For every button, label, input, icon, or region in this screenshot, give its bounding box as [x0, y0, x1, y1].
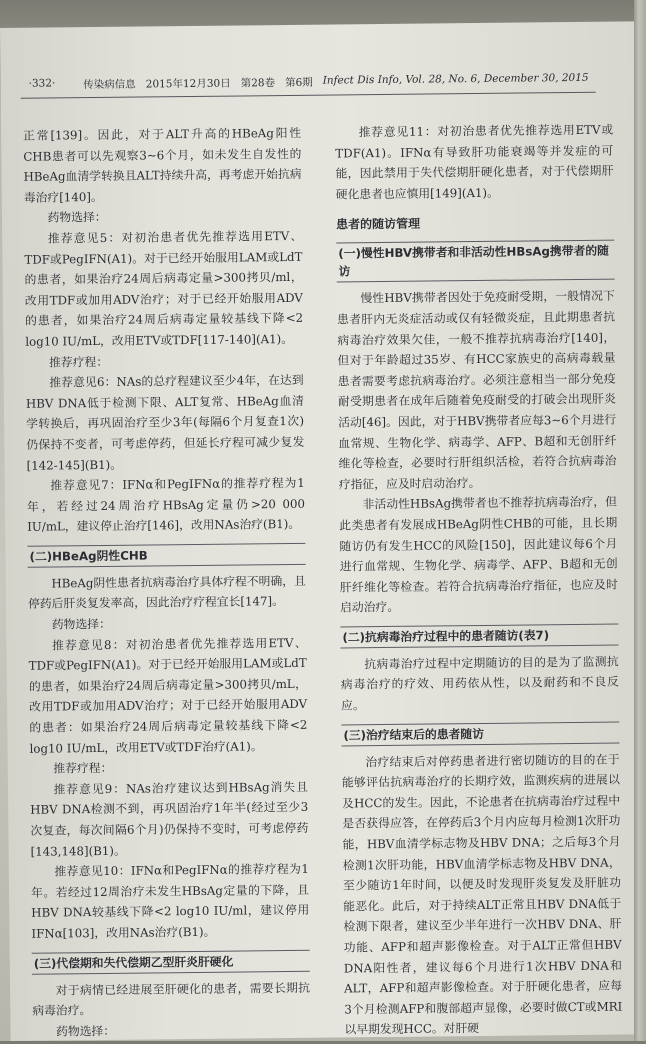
section-heading-after-treatment: (三)治疗结束后的患者随访 — [341, 721, 619, 746]
page-number: ·332· — [28, 77, 56, 90]
section-heading-carriers: (一)慢性HBV携带者和非活动性HBsAg携带者的随访 — [336, 240, 614, 283]
paragraph: 慢性HBV携带者因处于免疫耐受期，一般情况下患者肝内无炎症活动或仅有轻微炎症，且此期患者抗病毒治疗效果欠佳，一般不推荐抗病毒治疗[140]，但对于年龄超过35岁、有HCC家族史的高病毒载量患者需要考虑抗病毒治疗。必须注意相当一部分免疫耐受期患者在成年后随着免疫耐受的打破会出现肝炎活动[46]。因此，对于HBV携带者应每3~6个月进行血常规、生物化学、病毒学、AFP、B超和无创肝纤维化等检查，必要时行肝组织活检，若符合抗病毒治疗指征，应及时启动治疗。 — [336, 288, 617, 492]
recommendation-6: 推荐意见6：NAs的总疗程建议至少4年，在达到HBV DNA低于检测下限、ALT复常、HBeAg血清学转换后，再巩固治疗至少3年(每隔6个月复查1次)仍保持不变者，可考虑停药，但延长疗程可减少复发[142-145](B1)。 — [25, 372, 305, 473]
issue: 第6期 — [284, 76, 313, 90]
recommendation-11: 推荐意见11：对初治患者优先推荐选用ETV或TDF(A1)。IFNα有导致肝功能衰竭等并发症的可能，因此禁用于失代偿期肝硬化患者，对于代偿期肝硬化患者也应慎用[149](A1)。 — [335, 122, 614, 202]
recommendation-10: 推荐意见10：IFNα和PegIFNα的推荐疗程为1年。若经过12周治疗未发生HBsAg定量的下降，且HBV DNA较基线下降<2 log10 IU/ml，建议停用IFNα[103]，改用NAs治疗(B1)。 — [30, 862, 310, 941]
paragraph: 抗病毒治疗过程中定期随访的目的是为了监测抗病毒治疗的疗效、用药依从性，以及耐药和不良反应。 — [340, 654, 619, 713]
paragraph: 治疗结束后对停药患者进行密切随访的目的在于能够评估抗病毒治疗的长期疗效，监测疾病的进展以及HCC的发生。因此，不论患者在抗病毒治疗过程中是否获得应答，在停药后3个月内应每月检测1次肝功能，HBV血清学标志物及HBV DNA；之后每3个月检测1次肝功能，HBV血清学标志物及HBV DNA，至少随访1年时间，以便及时发现肝炎复发及肝脏功能恶化。此后，对于持续ALT正常且HBV DNA低于检测下限者，建议至少半年进行一次HBV DNA、肝功能、AFP和超声影像检查。对于ALT正常但HBV DNA阳性者，建议每6个月进行1次HBV DNA和ALT，AFP和超声影像检查。对于肝硬化患者，应每3个月检测AFP和腹部超声显像，必要时做CT或MRI以早期发现HCC。对肝硬 — [341, 752, 623, 1037]
paragraph: 对于病情已经进展至肝硬化的患者，需要长期抗病毒治疗。 — [32, 980, 311, 1018]
section-heading-hbeag-negative: (二)HBeAg阴性CHB — [27, 543, 305, 568]
header-rule — [21, 92, 596, 99]
paragraph: 正常[139]。因此，对于ALT升高的HBeAg阳性CHB患者可以先观察3~6个月，如未发生自发性的HBeAg血清学转换且ALT持续升高，再考虑开始抗病毒治疗[140]。 — [23, 125, 302, 205]
section-heading-cirrhosis: (三)代偿期和失代偿期乙型肝炎肝硬化 — [32, 949, 310, 974]
drug-selection-label: 药物选择： — [47, 210, 107, 225]
section-title-followup: 患者的随访管理 — [336, 216, 421, 232]
course-label: 推荐疗程： — [53, 761, 113, 776]
journal-page — [0, 21, 645, 1041]
issue-date: 2015年12月30日 — [145, 77, 231, 91]
drug-selection-label: 药物选择： — [56, 1023, 116, 1039]
course-label: 推荐疗程： — [49, 354, 109, 370]
drug-selection-label: 药物选择： — [51, 616, 111, 632]
section-heading-during-treatment: (二)抗病毒治疗过程中的患者随访(表7) — [340, 623, 618, 648]
right-column — [335, 120, 623, 1041]
page-stack-edge — [634, 0, 646, 1041]
recommendation-9: 推荐意见9：NAs治疗建议达到HBsAg消失且HBV DNA检测不到，再巩固治疗1年半(经过至少3次复查，每次间隔6个月)仍保持不变时，可考虑停药[143,148](B1)。 — [30, 779, 309, 859]
volume: 第28卷 — [240, 77, 276, 90]
journal-name: 传染病信息 — [83, 78, 136, 92]
citation-en: Infect Dis Info, Vol. 28, No. 6, December 30, 2015 — [322, 71, 589, 87]
paragraph: HBeAg阴性患者抗病毒治疗具体疗程不明确，且停药后肝炎复发率高，因此治疗疗程宜长[147]。 — [27, 573, 306, 612]
running-header — [29, 72, 589, 93]
recommendation-7: 推荐意见7：IFNα和PegIFNα的推荐疗程为1年，若经过24周治疗HBsAg定量仍>20 000 IU/mL，建议停止治疗[146]，改用NAs治疗(B1)。 — [26, 475, 306, 535]
paragraph: 非活动性HBsAg携带者也不推荐抗病毒治疗，但此类患者有发展成HBeAg阴性CHB的可能，且长期随访仍有发生HCC的风险[150]，因此建议每6个月进行血常规、生物化学、病毒学、AFP、B超和无创肝纤维化等检查。若符合抗病毒治疗指征，也应及时启动治疗。 — [339, 494, 618, 615]
left-column — [23, 123, 311, 1042]
recommendation-5: 推荐意见5：对初治患者优先推荐选用ETV、TDF或PegIFN(A1)。对于已经开始服用LAM或LdT的患者，如果治疗24周后病毒定量>300拷贝/ml，改用TDF或加用ADV治疗；对于已经开始服用ADV的患者，如果治疗24周后病毒定量较基线下降<2 log10 IU/mL，改用ETV或TDF[117-140](A1)。 — [24, 228, 304, 349]
recommendation-8: 推荐意见8：对初治患者优先推荐选用ETV、TDF或PegIFN(A1)。对于已经开始服用LAM或LdT的患者，如果治疗24周后病毒定量>300拷贝/mL，改用TDF或加用ADV治疗；对于已经开始服用ADV的患者：如果治疗24周后病毒定量较基线下降<2 log10 IU/mL，改用ETV或TDF治疗(A1)。 — [28, 635, 308, 756]
